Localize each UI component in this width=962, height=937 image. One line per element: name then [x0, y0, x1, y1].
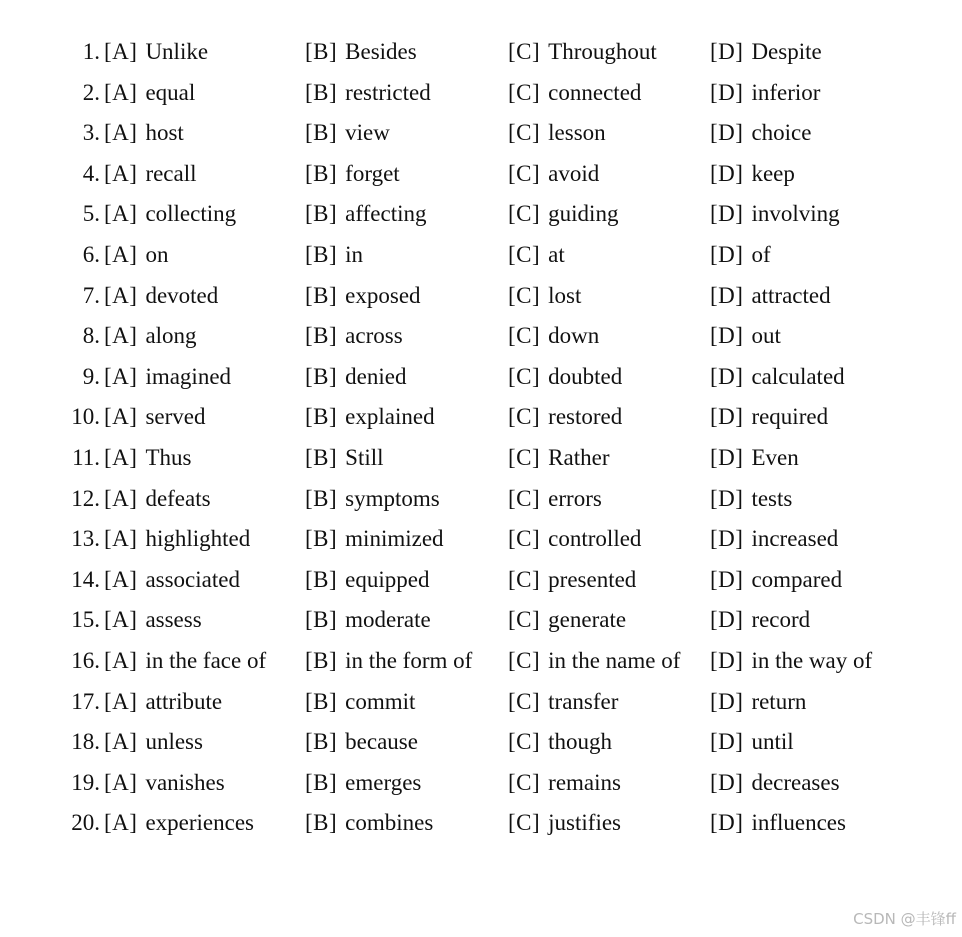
- option-d: [710, 479, 792, 519]
- option-letter: [B]: [305, 810, 338, 836]
- option-text: down: [548, 323, 600, 349]
- option-d: [710, 438, 799, 478]
- option-a: [104, 113, 184, 153]
- option-text: unless: [145, 729, 203, 755]
- question-number: 17.: [71, 688, 100, 714]
- option-letter: [B]: [305, 526, 338, 552]
- option-d: [710, 397, 828, 437]
- option-a: [104, 600, 202, 640]
- option-c: [508, 235, 565, 275]
- option-text: experiences: [145, 810, 254, 836]
- option-letter: [D]: [710, 810, 744, 836]
- option-text: on: [145, 242, 169, 267]
- option-letter: [B]: [305, 445, 338, 470]
- option-text: at: [548, 242, 565, 267]
- option-b: [305, 600, 431, 640]
- option-letter: [D]: [710, 485, 744, 511]
- option-c: [508, 722, 612, 762]
- question-row: [0, 438, 962, 478]
- option-c: [508, 519, 641, 559]
- option-letter: [A]: [104, 323, 138, 349]
- option-b: [305, 438, 384, 478]
- question-number: 4.: [82, 160, 100, 186]
- option-letter: [C]: [508, 526, 541, 552]
- option-text: of: [751, 242, 771, 267]
- option-text: denied: [345, 363, 407, 389]
- option-text: transfer: [548, 688, 619, 714]
- option-letter: [D]: [710, 526, 744, 552]
- option-letter: [C]: [508, 323, 541, 349]
- option-a: [104, 560, 240, 600]
- option-letter: [D]: [710, 201, 744, 227]
- option-letter: [D]: [710, 688, 744, 714]
- option-letter: [C]: [508, 120, 541, 146]
- option-text: commit: [345, 688, 416, 714]
- option-letter: [B]: [305, 120, 338, 146]
- option-a: [104, 316, 197, 356]
- option-letter: [B]: [305, 242, 338, 267]
- option-text: explained: [345, 404, 435, 430]
- option-c: [508, 803, 621, 843]
- option-letter: [C]: [508, 79, 541, 105]
- option-d: [710, 113, 811, 153]
- option-letter: [D]: [710, 242, 744, 267]
- option-text: assess: [145, 607, 202, 633]
- option-letter: [A]: [104, 120, 138, 146]
- option-letter: [A]: [104, 769, 138, 795]
- option-text: affecting: [345, 201, 427, 227]
- option-letter: [C]: [508, 648, 541, 673]
- option-b: [305, 73, 431, 113]
- option-letter: [C]: [508, 242, 541, 267]
- option-letter: [A]: [104, 160, 138, 186]
- option-text: because: [345, 729, 418, 755]
- option-c: [508, 276, 581, 316]
- option-letter: [D]: [710, 769, 744, 795]
- option-letter: [A]: [104, 39, 138, 64]
- option-text: lost: [548, 282, 582, 308]
- option-text: collecting: [145, 201, 237, 227]
- question-number: 5.: [82, 201, 100, 227]
- question-row: [0, 316, 962, 356]
- question-row: [0, 113, 962, 153]
- option-b: [305, 357, 406, 397]
- option-b: [305, 316, 403, 356]
- option-text: imagined: [145, 363, 232, 389]
- option-letter: [D]: [710, 648, 744, 673]
- option-letter: [D]: [710, 160, 744, 186]
- question-number: 20.: [71, 810, 100, 836]
- option-letter: [B]: [305, 607, 338, 633]
- option-text: errors: [548, 485, 602, 511]
- question-row: [0, 73, 962, 113]
- option-letter: [A]: [104, 810, 138, 836]
- option-text: moderate: [345, 607, 431, 633]
- option-text: required: [751, 404, 829, 430]
- question-number: 6.: [82, 242, 100, 267]
- option-text: equal: [145, 79, 196, 105]
- option-text: justifies: [548, 810, 622, 836]
- question-number: 16.: [71, 648, 100, 673]
- option-letter: [C]: [508, 688, 541, 714]
- option-text: choice: [751, 120, 812, 146]
- option-text: Unlike: [145, 39, 209, 64]
- option-b: [305, 113, 390, 153]
- option-letter: [D]: [710, 120, 744, 146]
- option-letter: [C]: [508, 607, 541, 633]
- option-text: remains: [548, 769, 621, 795]
- option-d: [710, 682, 806, 722]
- option-text: exposed: [345, 282, 421, 308]
- question-number: 12.: [71, 485, 100, 511]
- option-a: [104, 194, 236, 234]
- option-text: doubted: [548, 363, 623, 389]
- option-letter: [B]: [305, 769, 338, 795]
- option-letter: [C]: [508, 39, 541, 64]
- option-text: Still: [345, 445, 384, 470]
- option-d: [710, 600, 810, 640]
- question-number: 8.: [82, 323, 100, 349]
- question-number: 11.: [72, 445, 100, 470]
- option-letter: [D]: [710, 445, 744, 470]
- option-d: [710, 803, 846, 843]
- option-letter: [D]: [710, 79, 744, 105]
- question-number: 2.: [82, 79, 100, 105]
- option-letter: [C]: [508, 201, 541, 227]
- option-letter: [A]: [104, 282, 138, 308]
- option-d: [710, 32, 822, 72]
- option-d: [710, 276, 831, 316]
- option-text: tests: [751, 485, 793, 511]
- option-text: increased: [751, 526, 839, 552]
- question-row: [0, 641, 962, 681]
- option-a: [104, 438, 191, 478]
- option-text: symptoms: [345, 485, 440, 511]
- option-a: [104, 235, 168, 275]
- option-letter: [A]: [104, 445, 138, 470]
- option-text: defeats: [145, 485, 211, 511]
- option-c: [508, 397, 622, 437]
- option-text: generate: [548, 607, 627, 633]
- option-text: Thus: [145, 445, 192, 470]
- question-number: 9.: [82, 363, 100, 389]
- option-letter: [B]: [305, 566, 338, 592]
- option-letter: [A]: [104, 688, 138, 714]
- option-letter: [B]: [305, 79, 338, 105]
- option-b: [305, 763, 421, 803]
- option-text: controlled: [548, 526, 642, 552]
- option-d: [710, 641, 872, 681]
- option-text: Throughout: [548, 39, 657, 64]
- option-letter: [B]: [305, 485, 338, 511]
- option-letter: [A]: [104, 526, 138, 552]
- option-letter: [B]: [305, 648, 338, 673]
- question-number: 10.: [71, 404, 100, 430]
- option-letter: [A]: [104, 729, 138, 755]
- option-text: restored: [548, 404, 623, 430]
- question-row: [0, 397, 962, 437]
- option-letter: [C]: [508, 445, 541, 470]
- option-text: attribute: [145, 688, 223, 714]
- option-b: [305, 235, 363, 275]
- option-letter: [B]: [305, 160, 338, 186]
- option-text: Even: [751, 445, 799, 470]
- option-c: [508, 316, 599, 356]
- watermark: CSDN @丰锋ff: [853, 910, 956, 928]
- option-d: [710, 519, 838, 559]
- question-number: 15.: [71, 607, 100, 633]
- question-number: 3.: [82, 120, 100, 146]
- option-letter: [C]: [508, 729, 541, 755]
- option-b: [305, 641, 472, 681]
- option-text: in: [345, 242, 364, 267]
- option-text: in the form of: [345, 648, 473, 673]
- option-a: [104, 519, 250, 559]
- option-b: [305, 560, 429, 600]
- option-c: [508, 357, 622, 397]
- option-a: [104, 73, 195, 113]
- option-d: [710, 357, 845, 397]
- option-text: forget: [345, 160, 400, 186]
- option-d: [710, 154, 795, 194]
- option-text: avoid: [548, 160, 600, 186]
- option-a: [104, 763, 225, 803]
- option-d: [710, 73, 820, 113]
- question-row: [0, 154, 962, 194]
- option-letter: [A]: [104, 201, 138, 227]
- option-letter: [C]: [508, 363, 541, 389]
- option-letter: [D]: [710, 363, 744, 389]
- option-c: [508, 641, 680, 681]
- option-text: record: [751, 607, 811, 633]
- option-b: [305, 519, 444, 559]
- option-text: equipped: [345, 566, 430, 592]
- option-b: [305, 194, 426, 234]
- question-row: [0, 682, 962, 722]
- option-text: connected: [548, 79, 642, 105]
- option-b: [305, 803, 433, 843]
- question-row: [0, 32, 962, 72]
- question-number: 1.: [82, 39, 100, 64]
- option-d: [710, 560, 842, 600]
- option-text: in the face of: [145, 648, 267, 673]
- option-text: restricted: [345, 79, 431, 105]
- option-text: guiding: [548, 201, 619, 227]
- option-letter: [D]: [710, 607, 744, 633]
- question-row: [0, 803, 962, 843]
- option-a: [104, 154, 197, 194]
- question-row: [0, 560, 962, 600]
- option-text: keep: [751, 160, 795, 186]
- option-text: out: [751, 323, 781, 349]
- option-letter: [D]: [710, 282, 744, 308]
- option-letter: [D]: [710, 39, 744, 64]
- option-text: devoted: [145, 282, 219, 308]
- option-text: served: [145, 404, 206, 430]
- option-d: [710, 235, 771, 275]
- option-letter: [A]: [104, 363, 138, 389]
- option-d: [710, 722, 794, 762]
- option-letter: [B]: [305, 729, 338, 755]
- option-letter: [A]: [104, 485, 138, 511]
- question-row: [0, 194, 962, 234]
- option-c: [508, 600, 626, 640]
- option-letter: [A]: [104, 607, 138, 633]
- option-a: [104, 722, 203, 762]
- option-c: [508, 194, 618, 234]
- option-letter: [C]: [508, 485, 541, 511]
- option-letter: [A]: [104, 79, 138, 105]
- option-letter: [C]: [508, 810, 541, 836]
- option-c: [508, 32, 657, 72]
- option-text: associated: [145, 566, 240, 592]
- option-text: return: [751, 688, 807, 714]
- option-c: [508, 682, 618, 722]
- option-text: Rather: [548, 445, 610, 470]
- question-number: 18.: [71, 729, 100, 755]
- option-b: [305, 32, 417, 72]
- option-text: presented: [548, 566, 637, 592]
- option-letter: [D]: [710, 323, 744, 349]
- option-text: along: [145, 323, 197, 349]
- option-letter: [B]: [305, 688, 338, 714]
- question-number: 13.: [71, 526, 100, 552]
- option-letter: [A]: [104, 648, 138, 673]
- option-b: [305, 397, 435, 437]
- option-text: until: [751, 729, 794, 755]
- option-letter: [C]: [508, 769, 541, 795]
- option-text: host: [145, 120, 184, 146]
- option-d: [710, 763, 840, 803]
- option-letter: [B]: [305, 282, 338, 308]
- option-c: [508, 113, 606, 153]
- option-b: [305, 682, 415, 722]
- question-row: [0, 276, 962, 316]
- option-a: [104, 357, 231, 397]
- question-row: [0, 357, 962, 397]
- option-letter: [B]: [305, 363, 338, 389]
- option-letter: [C]: [508, 160, 541, 186]
- option-letter: [B]: [305, 201, 338, 227]
- option-text: though: [548, 729, 613, 755]
- question-row: [0, 600, 962, 640]
- option-text: inferior: [751, 79, 821, 105]
- option-letter: [C]: [508, 282, 541, 308]
- option-letter: [B]: [305, 323, 338, 349]
- option-d: [710, 194, 840, 234]
- option-b: [305, 276, 421, 316]
- question-row: [0, 722, 962, 762]
- option-text: lesson: [548, 120, 606, 146]
- option-text: combines: [345, 810, 434, 836]
- option-letter: [D]: [710, 566, 744, 592]
- option-letter: [A]: [104, 566, 138, 592]
- option-text: recall: [145, 160, 197, 186]
- option-text: in the name of: [548, 648, 681, 673]
- question-number: 7.: [82, 282, 100, 308]
- option-text: highlighted: [145, 526, 251, 552]
- option-text: in the way of: [751, 648, 873, 673]
- option-a: [104, 397, 205, 437]
- option-text: Despite: [751, 39, 822, 64]
- option-c: [508, 479, 602, 519]
- question-row: [0, 763, 962, 803]
- option-b: [305, 154, 400, 194]
- option-a: [104, 32, 208, 72]
- option-text: across: [345, 323, 403, 349]
- option-c: [508, 154, 599, 194]
- question-row: [0, 519, 962, 559]
- option-c: [508, 560, 636, 600]
- option-text: compared: [751, 566, 843, 592]
- question-number: 14.: [71, 566, 100, 592]
- option-letter: [D]: [710, 404, 744, 430]
- option-text: decreases: [751, 769, 840, 795]
- option-a: [104, 641, 266, 681]
- option-letter: [A]: [104, 404, 138, 430]
- option-letter: [D]: [710, 729, 744, 755]
- option-text: vanishes: [145, 769, 225, 795]
- question-number: 19.: [71, 769, 100, 795]
- option-c: [508, 763, 621, 803]
- question-row: [0, 235, 962, 275]
- option-letter: [A]: [104, 242, 138, 267]
- option-letter: [B]: [305, 39, 338, 64]
- option-d: [710, 316, 781, 356]
- option-a: [104, 803, 254, 843]
- option-a: [104, 682, 222, 722]
- option-text: calculated: [751, 363, 845, 389]
- option-text: involving: [751, 201, 840, 227]
- option-letter: [C]: [508, 404, 541, 430]
- option-letter: [C]: [508, 566, 541, 592]
- option-c: [508, 438, 609, 478]
- option-text: attracted: [751, 282, 831, 308]
- option-letter: [B]: [305, 404, 338, 430]
- option-a: [104, 479, 211, 519]
- option-c: [508, 73, 641, 113]
- option-text: view: [345, 120, 390, 146]
- option-text: minimized: [345, 526, 444, 552]
- option-text: Besides: [345, 39, 417, 64]
- option-text: emerges: [345, 769, 422, 795]
- question-row: [0, 479, 962, 519]
- option-b: [305, 722, 418, 762]
- option-a: [104, 276, 218, 316]
- option-text: influences: [751, 810, 846, 836]
- option-b: [305, 479, 440, 519]
